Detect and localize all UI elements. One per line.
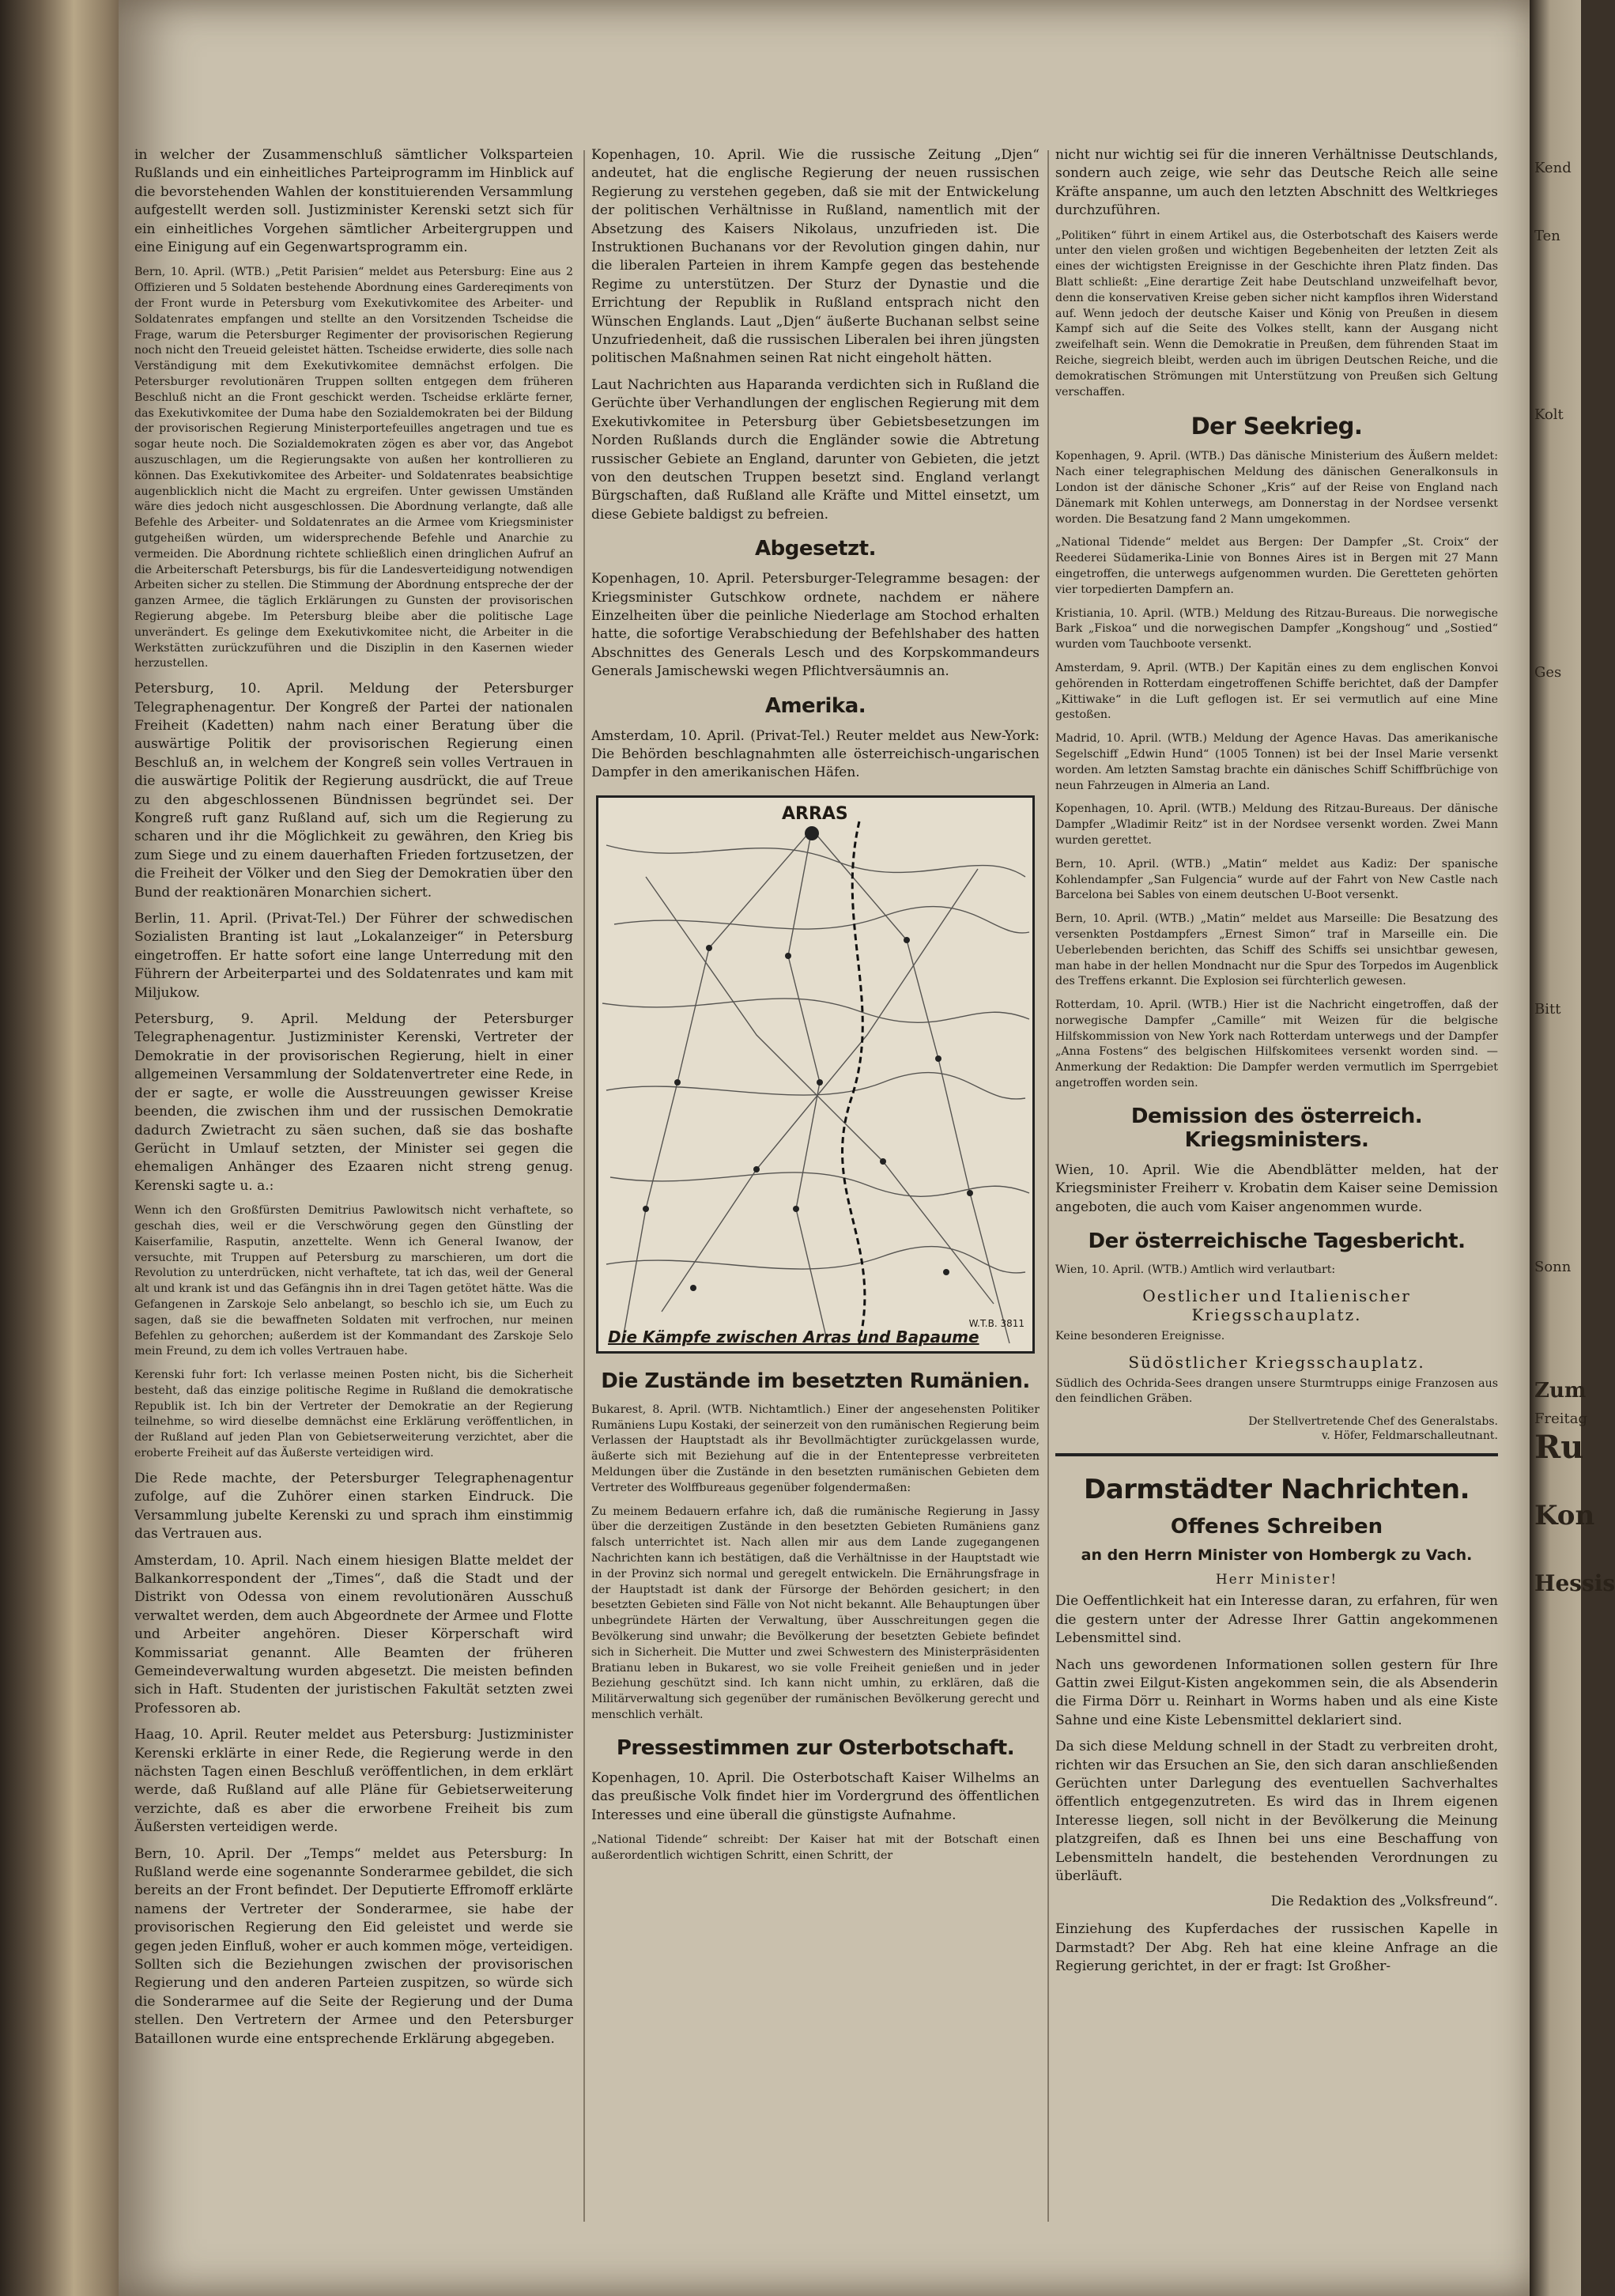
headline-abgesetzt: Abgesetzt. <box>755 537 876 561</box>
edge-fragment: Sonn <box>1534 1259 1572 1275</box>
map-drawing <box>598 798 1033 1346</box>
headline-rumaenien: Die Zustände im besetzten Rumänien. <box>601 1369 1030 1393</box>
headline-seekrieg: Der Seekrieg. <box>1190 413 1363 440</box>
article-paragraph: Die Rede machte, der Petersburger Telegraphenagentur zufolge, auf die Zuhörer einen starken Eindruck. Die Versammlung jubelte Kerenski zu und sprach ihm einstimmig das Vertrauen aus. <box>134 1470 573 1543</box>
column-1 <box>134 146 573 2193</box>
article-paragraph: „National Tidende“ schreibt: Der Kaiser hat mit der Botschaft einen außerordentlich wichtigen Schritt, einen Schritt, der <box>591 1833 1040 1862</box>
edge-fragment: Freitag <box>1534 1410 1587 1427</box>
column-3 <box>1055 146 1498 2193</box>
article-paragraph: Bern, 10. April. (WTB.) „Petit Parisien“ meldet aus Petersburg: Eine aus 2 Offizieren und 5 Soldaten bestehende Abordnung eines Gardereqiments von der Front wurde in Petersburg vom Exekutivkomitee des Arbeiter- und Soldatenrates empfangen und stellte an den Vorsitzenden Tscheidse die Frage, warum die Petersburger Regimenter der provisorischen Regierung noch nicht den Treueid geleistet hätten. Tscheidse erwiderte, dies solle nach Verständigung mit dem Exekutivkomitee demnächst erfolgen. Die Petersburger revolutionären Truppen sollten entgegen dem früheren Beschluß nicht an die Front geschickt werden. Tscheidse erklärte ferner, das Exekutivkomitee der Duma habe den Sozialdemokraten bei der Bildung der provisorischen Regierung Ministerportefeuilles angetragen und tue es sogar heute noch. Die Sozialdemokraten zögen es aber vor, das Angebot auszuschlagen, um die Regierungsakte von außen her kontrollieren zu können. Das Exekutivkomitee des Arbeiter- und Soldatenrates beabsichtige augenblicklich nicht die Macht zu ergreifen. Unter gewissen Umständen wäre dies jedoch nicht ausgeschlossen. Die Abordnung verlangte, daß alle Befehle des Arbeiter- und Soldatenrates an die Armee vom Kriegsminister gutgeheißen würden, um widersprechende Befehle und Anarchie zu vermeiden. Die Abordnung richtete schließlich einen dringlichen Aufruf an die Arbeiterschaft Petersburgs, bis für die Landesverteidigung notwendigen Arbeiten sicher zu stellen. Die Stimmung der Abordnung entspreche der der ganzen Armee, die täglich Erklärungen zu Gunsten der provisorischen Regierung abgebe. Im Petersburg bleibe aber die politische Lage unverändert. Es gelinge dem Exekutivkomitee nicht, die Arbeiter in die Werkstätten zurückzuführen und die Disziplin in den Kasernen wieder herzustellen. <box>134 266 573 670</box>
article-paragraph: Petersburg, 9. April. Meldung der Petersburger Telegraphenagentur. Justizminister Kerenski, Vertreter der Demokratie in der provisorischen Regierung, hielt in einer allgemeinen Versammlung der Soldatenvertreter eine Rede, in der er sagte, er wolle die Ausstreuungen gewisser Kreise beenden, die zwischen ihm und der russischen Demokratie dadurch Zwietracht zu säen suchen, daß sie das boshafte Gerücht in Umlauf setzten, der Minister sei gegen die ehemaligen Anhänger des Ezaaren nicht streng genug. Kerenski sagte u. a.: <box>134 1011 573 1194</box>
headline-tagesbericht: Der österreichische Tagesbericht. <box>1088 1229 1466 1254</box>
letter-signature: Die Redaktion des „Volksfreund“. <box>1270 1894 1498 1910</box>
article-paragraph: Bern, 10. April. (WTB.) „Matin“ meldet aus Kadiz: Der spanische Kohlendampfer „San Fulgencia“ wurde auf der Fahrt von New Castle nach Barcelona bei Sables von einem deutschen U-Boot versenkt. <box>1055 857 1498 902</box>
local-news-box <box>1055 1453 1498 1976</box>
front-heading: Oestlicher und Italienischer Kriegsschauplatz. <box>1142 1286 1411 1324</box>
article-paragraph: Kristiania, 10. April. (WTB.) Meldung des Ritzau-Bureaus. Die norwegische Bark „Fiskoa“ und die norwegischen Dampfer „Kongshoug“ und „Sostied“ wurden vom Tauchboote versenkt. <box>1055 606 1498 651</box>
article-paragraph: Kopenhagen, 10. April. (WTB.) Meldung des Ritzau-Bureaus. Der dänische Dampfer „Wladimir Reitz“ ist in der Nordsee versenkt worden. Zwei Mann wurden gerettet. <box>1055 802 1498 847</box>
article-paragraph: Bern, 10. April. Der „Temps“ meldet aus Petersburg: In Rußland werde eine sogenannte Sonderarmee gebildet, die sich bereits an der Front befindet. Der Deputierte Effromoff erklärte namens der Vertreter der Sonderarmee, sie habe der provisorischen Regierung den Eid geleistet und werde sie gegen jeden Einfluß, woher er auch kommen möge, verteidigen. Sollten sich die Beziehungen zwischen der provisorischen Regierung und den anderen Parteien zuspitzen, so würde sich die Sonderarmee auf die Seite der Regierung und der Duma stellen. Den Vertretern der Armee und den Petersburger Bataillonen wurde eine entsprechende Erklärung abgegeben. <box>134 1845 574 2047</box>
article-paragraph: Amsterdam, 10. April. (Privat-Tel.) Reuter meldet aus New-York: Die Behörden beschlagnahmten alle österreichisch-ungarischen Dampfer in den amerikanischen Häfen. <box>591 727 1040 781</box>
edge-fragment: Ten <box>1534 228 1560 244</box>
report-dateline: Wien, 10. April. (WTB.) Amtlich wird verlautbart: <box>1055 1263 1336 1277</box>
article-paragraph: Wenn ich den Großfürsten Demitrius Pawlowitsch nicht verhaftete, so geschah dies, weil er die Verschwörung gegen den Günstling der Kaiserfamilie, Rasputin, anzettelte. Wenn ich General Iwanow, der versuchte, mit Truppen auf Petersburg zu marschieren, um dort die Revolution zu unterdrücken, nicht verhaftete, tat ich das, weil der General alt und krank ist und das Gefängnis ihn in drei Tagen getötet hätte. Was die Gefangenen in Zarskoje Selo anbelangt, so beschlo ich sie, um Euch zu sagen, daß sie die bewaffneten Soldaten mit verfrochen, nur meinen Befehlen zu gehorchen; außerdem ist der Kommandant des Zarskoje Selo mein Freund, zu dem ich volles Vertrauen habe. <box>134 1204 573 1358</box>
article-paragraph: Bern, 10. April. (WTB.) „Matin“ meldet aus Marseille: Die Besatzung des versenkten Postdampfers „Ernest Simon“ traf in Marseille ein. Die Ueberlebenden berichten, das Schiff des Schiffs sei unsichtbar gewesen, man habe in der hellen Mondnacht nur die Spur des Torpedos im Augenblick des Treffens erkannt. Die Explosion sei fürchterlich gewesen. <box>1055 912 1498 988</box>
report-signature: v. Höfer, Feldmarschalleutnant. <box>1321 1429 1498 1443</box>
edge-fragment: Ru <box>1534 1429 1584 1466</box>
article-paragraph: nicht nur wichtig sei für die inneren Verhältnisse Deutschlands, sondern auch zeige, wie sehr das Deutsche Reich alle seine Kräfte anspanne, um auch den letzten Abschnitt des Weltkrieges durchzuführen. <box>1055 147 1498 219</box>
article-paragraph: Bukarest, 8. April. (WTB. Nichtamtlich.) Einer der angesehensten Politiker Rumäniens Lupu Kostaki, der seinerzeit von den rumänischen Regierung beim Verlassen der Hauptstadt als ihr Bevollmächtigter zurückgelassen wurde, äußerte sich mit Beziehung auf die in der Ententepresse verbreiteten Meldungen über die Zustände in den besetzten rumänischen Gebieten dem Vertreter des Wolffbureaus gegenüber folgendermaßen: <box>591 1403 1040 1494</box>
letter-paragraph: Nach uns gewordenen Informationen sollen gestern für Ihre Gattin zwei Eilgut-Kisten angekommen sein, die als Absenderin die Firma Dörr u. Reinhart in Worms haben und als eine Kiste Sahne und eine Kiste Lebensmittel deklariert sind. <box>1055 1656 1498 1728</box>
article-paragraph: Kopenhagen, 10. April. Petersburger-Telegramme besagen: der Kriegsminister Gutschkow ordnete, nachdem er nähere Einzelheiten über die peinliche Niederlage am Stochod erhalten hatte, die sofortige Verabschiedung der Befehlshaber des hatten Abschnittes des Generals Lesch und des Korpskommandeurs Generals Jamischewski wegen Pflichtversäumnis an. <box>591 571 1040 680</box>
letter-paragraph: Die Oeffentlichkeit hat ein Interesse daran, zu erfahren, für wen die gestern unter der Adresse Ihrer Gattin angekommenen Lebensmittel sind. <box>1055 1593 1498 1647</box>
column-2 <box>591 146 1040 2193</box>
article-paragraph: Wien, 10. April. Wie die Abendblätter melden, hat der Kriegsminister Freiherr v. Krobatin dem Kaiser seine Demission angeboten, die auch vom Kaiser angenommen wurde. <box>1055 1161 1498 1215</box>
headline-offenes-schreiben: Offenes Schreiben <box>1170 1515 1383 1539</box>
letter-paragraph: Da sich diese Meldung schnell in der Stadt zu verbreiten droht, richten wir das Ersuchen an Sie, den sich daran anschließenden Gerüchten unter Darlegung des eventuellen Sachverhaltes öffentlich entgegenzutreten. Es wird das in Ihrem eigenen Interesse liegen, soll nicht in der Bevölkerung die Meinung platzgreifen, daß es Ihnen bei uns eine Beschaffung von Lebensmitteln handelt, die bestehenden Verordnungen zu überläuft. <box>1055 1739 1498 1884</box>
adjacent-page-edge <box>1530 0 1615 2296</box>
edge-fragment: Kon <box>1534 1500 1595 1531</box>
article-paragraph: Rotterdam, 10. April. (WTB.) Hier ist die Nachricht eingetroffen, daß der norwegische Dampfer „Camille“ mit Weizen für die belgische Hilfskommission von New York nach Rotterdam unterwegs und der Dampfer „Anna Fostens“ des belgischen Hilfskomitees versenkt worden sind. — Anmerkung der Redaktion: Die Dampfer werden vermutlich im Sperrgebiet angetroffen worden sein. <box>1055 999 1498 1090</box>
article-paragraph: Haag, 10. April. Reuter meldet aus Petersburg: Justizminister Kerenski erklärte in einer Rede, die Regierung werde in den nächsten Tagen einen Beschluß veröffentlichen, in dem erklärt werde, daß Rußland auf alle Pläne für Gebietserweiterung verzichte, daß es aber die erworbene Freiheit bis zum Äußersten verteidigen werde. <box>134 1727 573 1836</box>
report-signature: Der Stellvertretende Chef des Generalstabs. <box>1248 1415 1498 1429</box>
edge-fragment: Hessis <box>1534 1570 1615 1596</box>
headline-demission: Demission des österreich. Kriegsministers. <box>1130 1104 1423 1152</box>
letter-salutation: Herr Minister! <box>1215 1572 1338 1588</box>
edge-fragment: Kolt <box>1534 406 1564 423</box>
report-text: Keine besonderen Ereignisse. <box>1055 1329 1225 1342</box>
article-paragraph: „National Tidende“ meldet aus Bergen: Der Dampfer „St. Croix“ der Reederei Südamerika-Linie von Bonnes Aires ist in Bergen mit 27 Mann eingetroffen, die unterwegs aufgenommen wurden. Die Geretteten gehörten vier torpedierten Dampfern an. <box>1055 536 1498 596</box>
edge-fragment: Zum <box>1534 1379 1587 1403</box>
article-paragraph: Laut Nachrichten aus Haparanda verdichten sich in Rußland die Gerüchte über Verhandlungen der englischen Regierung mit dem Exekutivkomitee in Petersburg über Gebietsbesetzungen im Norden Rußlands durch die Engländer sowie die Abtretung russischer Gebiete an England, darunter von Gebieten, die jetzt von den deutschen Truppen besetzt sind. England verlangt Bürgschaften, daß Rußland alle Kräfte und Mittel einsetzt, um diese Gebiete baldigst zu befreien. <box>591 376 1040 523</box>
letter-addressee: an den Herrn Minister von Hombergk zu Vach. <box>1081 1546 1473 1565</box>
article-paragraph: Kopenhagen, 10. April. Wie die russische Zeitung „Djen“ andeutet, hat die englische Regierung der neuen russischen Regierung zu verstehen gegeben, daß sie mit der Entwickelung der politischen Verhältnisse in Rußland, namentlich mit der Absetzung des Kaisers Nikolaus, unzufrieden ist. Die Instruktionen Buchanans vor der Revolution gingen dahin, nur die liberalen Parteien in ihrem Kampfe gegen das bestehende Regime zu unterstützen. Der Sturz der Dynastie und die Errichtung der Republik in Rußland entsprach nicht den Wünschen Englands. Laut „Djen“ äußerte Buchanan selbst seine Unzufriedenheit, daß die russischen Liberalen bei ihren jüngsten politischen Maßnahmen seinen Rat nicht eingeholt hätten. <box>591 147 1040 367</box>
article-paragraph: Amsterdam, 10. April. Nach einem hiesigen Blatte meldet der Balkankorrespondent der „Times“, daß die Stadt und der Distrikt von Odessa von einem revolutionären Ausschuß verwaltet werden, dem auch Abgeordnete der Armee und Flotte und Arbeiter angehören. Dieser Körperschaft wird Kommissariat genannt. Alle Beamten der früheren Gemeindeverwaltung wurden abgesetzt. Die meisten befinden sich in Haft. Studenten der juristischen Fakultät setzten zwei Professoren ab. <box>134 1552 573 1716</box>
article-paragraph: Zu meinem Bedauern erfahre ich, daß die rumänische Regierung in Jassy über die derzeitigen Zustände in den besetzten Gebieten Rumäniens ganz falsch unterrichtet ist. Nach allen mir aus dem Lande zugegangenen Nachrichten kann ich bestätigen, daß die Verhältnisse in der Hauptstadt wie in der Provinz sich normal und geregelt entwickeln. Die Ernährungsfrage in der Hauptstadt ist dank der Fürsorge der Behörden gesichert; in den besetzten Gebieten sind Fälle von Not nicht bekannt. Alle Behauptungen über unbegründete Härten der Verwaltung, über Ausschreitungen gegen die Bevölkerung sind unwahr; die Bevölkerung der besetzten Gebiete befindet sich in Sicherheit. Die Mutter und zwei Schwestern des Ministerpräsidenten Bratianu leben in Bukarest, wo sie volle Freiheit genießen und in jeder Beziehung geschützt sind. Ich kann nicht umhin, zu erklären, daß die Militärverwaltung sich gegenüber der rumänischen Bevölkerung gerecht und menschlich verhält. <box>591 1505 1040 1721</box>
map-credit: W.T.B. 3811 <box>968 1317 1024 1329</box>
column-rule <box>583 150 585 2222</box>
article-paragraph: Kopenhagen, 10. April. Die Osterbotschaft Kaiser Wilhelms an das preußische Volk findet hier im Vordergrund des öffentlichen Interesses und eine überall die günstigste Aufnahme. <box>591 1769 1040 1823</box>
battle-map <box>596 795 1035 1354</box>
front-heading: Südöstlicher Kriegsschauplatz. <box>1128 1352 1425 1372</box>
headline-darmstadt: Darmstädter Nachrichten. <box>1083 1474 1470 1506</box>
edge-fragment: Ges <box>1534 664 1562 681</box>
map-caption: Die Kämpfe zwischen Arras und Bapaume <box>608 1327 979 1346</box>
article-paragraph: Berlin, 11. April. (Privat-Tel.) Der Führer der schwedischen Sozialisten Branting ist laut „Lokalanzeiger“ in Petersburg eingetroffen. Er hatte sofort eine lange Unterredung mit den Führern der Arbeiterpartei und des Soldatenrates und kam mit Miljukow. <box>134 911 573 1001</box>
article-paragraph: Petersburg, 10. April. Meldung der Petersburger Telegraphenagentur. Der Kongreß der Partei der nationalen Freiheit (Kadetten) nahm nach einer Beratung über die auswärtige Politik der provisorischen Regierung einen Beschluß an, in welchem der Kongreß sein volles Vertrauen in die auswärtige Politik der Regierung ausdrückt, die auf Treue zu den abgeschlossenen Bündnissen begründet sei. Der Kongreß ruft ganz Rußland auf, sich um die Regierung zu scharen und ihr die Möglichkeit zu gewähren, den Krieg bis zum Siege und zu einem dauerhaften Frieden fortzusetzen, der die Freiheit der Völker und den Sieg der Demokratien über den Bund der reaktionären Monarchien sichert. <box>134 681 573 901</box>
column-rule <box>1047 150 1049 2222</box>
article-paragraph: Kerenski fuhr fort: Ich verlasse meinen Posten nicht, bis die Sicherheit besteht, daß das einzige politische Regime in Rußland die demokratische Republik ist. Ich bin der Vertreter der Demokratie an der Regierung teilnehme, so wird dieselbe demnächst eine Erklärung veröffentlichen, in der Rußland auf jeden Plan von Gebietserweiterung verzichtet, aber die eroberte Freiheit auf das Äußerste verteidigen wird. <box>134 1369 573 1460</box>
edge-fragment: Bitt <box>1534 1001 1561 1018</box>
article-paragraph: Einziehung des Kupferdaches der russischen Kapelle in Darmstadt? Der Abg. Reh hat eine kleine Anfrage an die Regierung gerichtet, in der er fragt: Ist Großher- <box>1055 1921 1498 1975</box>
headline-amerika: Amerika. <box>764 693 866 718</box>
article-paragraph: in welcher der Zusammenschluß sämtlicher Volksparteien Rußlands und ein einheitliches Parteiprogramm im Hinblick auf die bevorstehenden Wahlen der konstituierenden Versammlung aufgestellt werden soll. Justizminister Kerenski setzt sich für ein einheitliches Vorgehen sämtlicher Arbeitergruppen und eine Einigung auf ein Gegenwartsprogramm ein. <box>134 147 573 256</box>
article-paragraph: Amsterdam, 9. April. (WTB.) Der Kapitän eines zu dem englischen Konvoi gehörenden in Rotterdam eingetroffenen Schiffe berichtet, daß der Dampfer „Kittiwake“ in die Luft geflogen ist. Er sei vermutlich auf eine Mine gestoßen. <box>1055 661 1498 722</box>
map-city-label: ARRAS <box>782 803 848 824</box>
report-text: Südlich des Ochrida-Sees drangen unsere Sturmtrupps einige Franzosen aus den feindlichen Gräben. <box>1055 1376 1498 1406</box>
article-paragraph: „Politiken“ führt in einem Artikel aus, die Osterbotschaft des Kaisers werde unter den vielen großen und wichtigen Begebenheiten der letzten Zeit als eines der wichtigsten Ereignisse in der Geschichte ihren Platz finden. Das Blatt schließt: „Eine derartige Zeit habe Deutschland unzweifelhaft bevor, denn die konservativen Kreise geben sicher nicht kampflos ihren Widerstand auf. Wenn jedoch der deutsche Kaiser und König von Preußen in diesem Kampf sich auf die Seite des Volkes stellt, kann der Ausgang nicht zweifelhaft sein. Wenn die Demokratie in Preußen, dem führenden Staat im Reiche, siegreich bleibt, werden auch im übrigen Deutschen Reiche, und die demokratischen Strömungen mit Unterstützung von Preußen sich Geltung verschaffen. <box>1055 228 1498 398</box>
edge-fragment: Kend <box>1534 160 1572 176</box>
article-paragraph: Kopenhagen, 9. April. (WTB.) Das dänische Ministerium des Äußern meldet: Nach einer telegraphischen Meldung des dänischen Generalkonsuls in London ist der dänische Schoner „Kris“ auf der Reise von England nach Dänemark mit Kohlen unterwegs, am Donnerstag in der Nordsee versenkt worden. Die Besatzung fand 2 Mann umgekommen. <box>1055 450 1498 526</box>
headline-pressestimmen: Pressestimmen zur Osterbotschaft. <box>616 1735 1015 1760</box>
book-spine <box>0 0 134 2296</box>
article-paragraph: Madrid, 10. April. (WTB.) Meldung der Agence Havas. Das amerikanische Segelschiff „Edwin Hund“ (1005 Tonnen) ist bei der Insel Marie versenkt worden. Am letzten Samstag brachte ein dänisches Schiff Schiffbrüchige von neun Fahrzeugen in Almeria an Land. <box>1055 732 1498 792</box>
